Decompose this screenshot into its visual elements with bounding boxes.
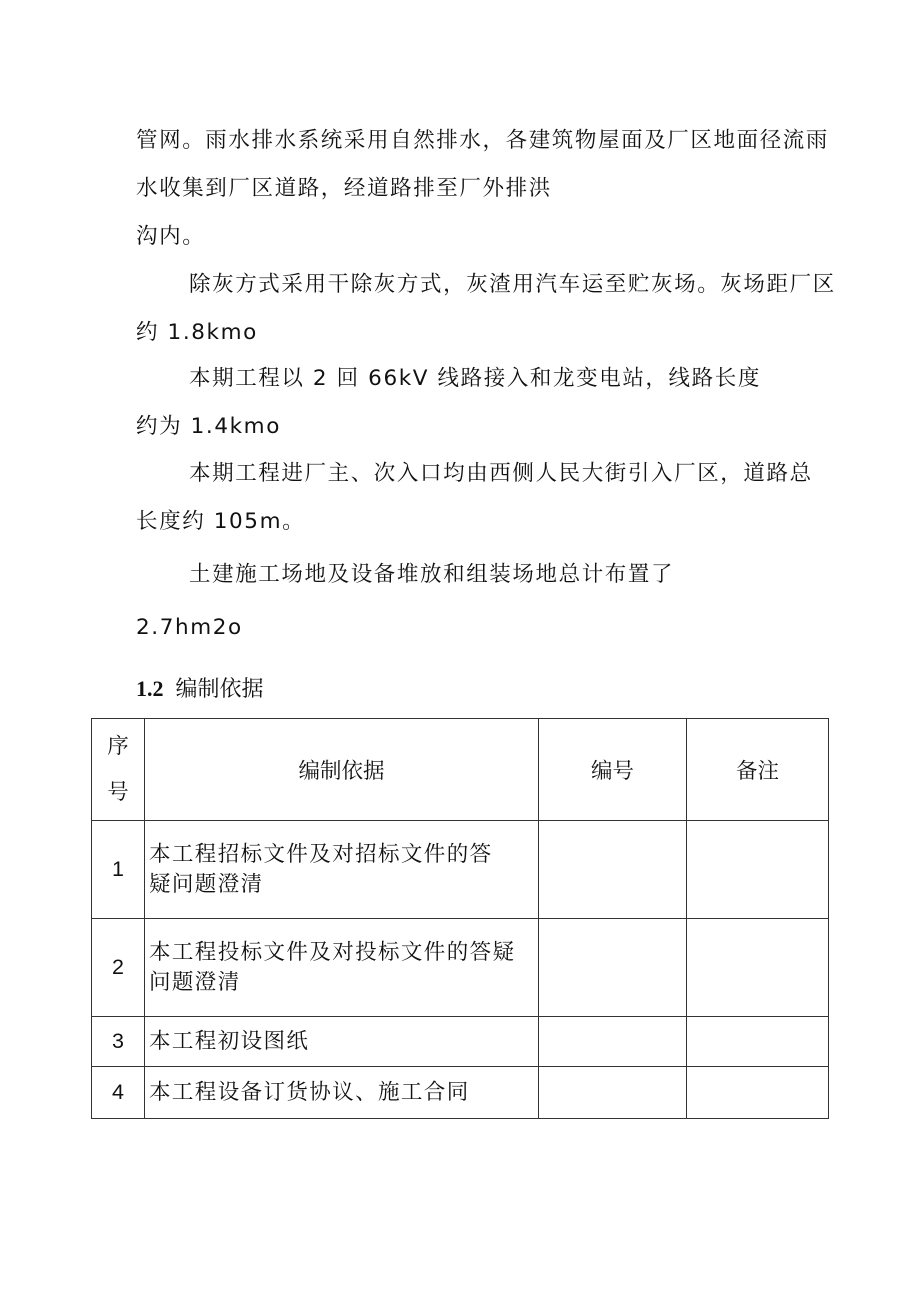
paragraph-line: 水收集到厂区道路，经道路排至厂外排洪 xyxy=(136,176,552,201)
row-remark xyxy=(687,1017,829,1067)
table-row xyxy=(92,821,829,919)
header-code: 编号 xyxy=(539,719,687,821)
header-seq xyxy=(92,719,145,821)
paragraph-line: 本期工程进厂主、次入口均由西侧人民大街引入厂区，道路总 xyxy=(189,461,813,486)
row-code xyxy=(539,1067,687,1119)
row-basis xyxy=(145,919,539,1017)
row-seq: 1 xyxy=(92,821,145,919)
row-basis-line1: 本工程招标文件及对招标文件的答 xyxy=(149,841,493,867)
table-header-row xyxy=(92,719,829,821)
section-heading xyxy=(136,678,264,701)
section-title: 编制依据 xyxy=(175,677,264,702)
row-remark xyxy=(687,1067,829,1119)
paragraph-line: 2.7hm2o xyxy=(136,615,243,640)
paragraph-line: 约 1.8kmo xyxy=(136,320,258,345)
row-remark xyxy=(687,919,829,1017)
row-seq: 2 xyxy=(92,919,145,1017)
paragraph-line: 土建施工场地及设备堆放和组装场地总计布置了 xyxy=(189,562,675,587)
table-row xyxy=(92,1017,829,1067)
header-seq-line1: 序 xyxy=(107,733,129,759)
paragraph-line: 约为 1.4kmo xyxy=(136,414,281,439)
basis-table xyxy=(91,718,829,1119)
row-seq: 3 xyxy=(92,1017,145,1067)
row-basis: 本工程设备订货协议、施工合同 xyxy=(145,1067,539,1119)
row-basis-line2: 疑问题澄清 xyxy=(149,871,264,897)
row-basis-line2: 问题澄清 xyxy=(149,969,241,995)
row-remark xyxy=(687,821,829,919)
header-seq-line2: 号 xyxy=(107,779,129,805)
paragraph-line: 长度约 105m。 xyxy=(136,509,306,534)
row-code xyxy=(539,821,687,919)
header-basis: 编制依据 xyxy=(145,719,539,821)
row-code xyxy=(539,919,687,1017)
section-number: 1.2 xyxy=(136,676,164,701)
row-seq: 4 xyxy=(92,1067,145,1119)
header-remark: 备注 xyxy=(687,719,829,821)
row-basis-line1: 本工程投标文件及对投标文件的答疑 xyxy=(149,939,516,965)
table-row xyxy=(92,1067,829,1119)
paragraph-line: 沟内。 xyxy=(136,224,206,249)
row-basis xyxy=(145,821,539,919)
row-code xyxy=(539,1017,687,1067)
paragraph-line: 本期工程以 2 回 66kV 线路接入和龙变电站，线路长度 xyxy=(189,366,761,391)
paragraph-line: 管网。雨水排水系统采用自然排水，各建筑物屋面及厂区地面径流雨 xyxy=(136,128,830,153)
table-row xyxy=(92,919,829,1017)
row-basis: 本工程初设图纸 xyxy=(145,1017,539,1067)
paragraph-line: 除灰方式采用干除灰方式，灰渣用汽车运至贮灰场。灰场距厂区 xyxy=(189,272,836,297)
